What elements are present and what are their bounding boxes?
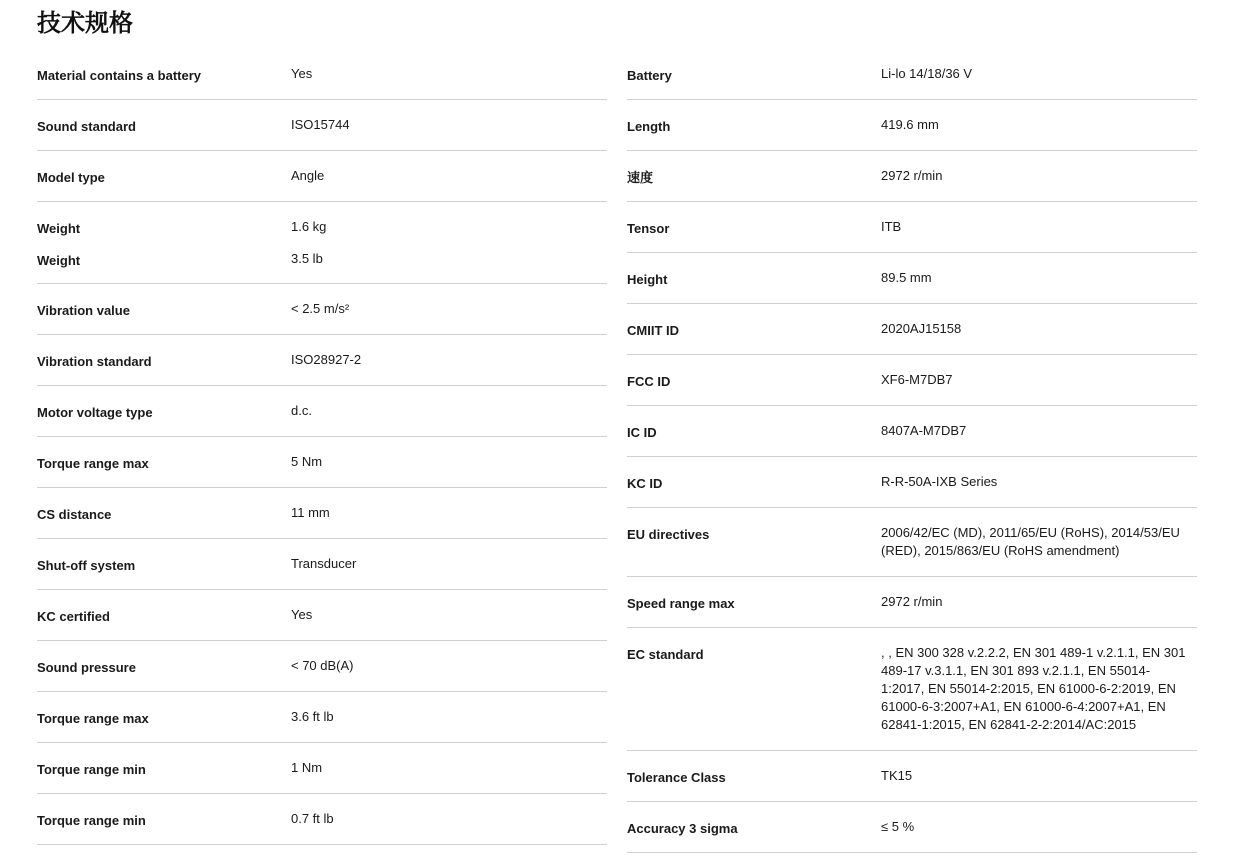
spec-value: Transducer bbox=[291, 556, 357, 571]
spec-row bbox=[627, 508, 1197, 577]
spec-value: < 2.5 m/s² bbox=[291, 301, 350, 316]
spec-row bbox=[37, 335, 607, 386]
spec-row bbox=[37, 794, 607, 845]
spec-label: Torque range max bbox=[37, 456, 149, 471]
spec-label: Sound standard bbox=[37, 119, 136, 134]
spec-label: Material contains a battery bbox=[37, 68, 201, 83]
spec-value: 89.5 mm bbox=[881, 270, 932, 285]
spec-label: Sound pressure bbox=[37, 660, 136, 675]
spec-label: Torque range max bbox=[37, 711, 149, 726]
spec-value: Yes bbox=[291, 607, 313, 622]
spec-value: d.c. bbox=[291, 403, 312, 418]
spec-value: ITB bbox=[881, 219, 902, 234]
spec-value: < 70 dB(A) bbox=[291, 658, 354, 673]
spec-row bbox=[37, 641, 607, 692]
spec-row bbox=[627, 151, 1197, 202]
spec-row bbox=[37, 100, 607, 151]
spec-value: 5 Nm bbox=[291, 454, 323, 469]
spec-row bbox=[627, 253, 1197, 304]
spec-value: , , EN 300 328 v.2.2.2, EN 301 489-1 v.2.1.1, EN 301 489-17 v.3.1.1, EN 301 893 v.2.1.1, EN 55014-1:2017, EN 55014-2:2015, EN 61000-6-2:2019, EN 61000-6-3:2007+A1, EN 61000-6-4:2007+A1, EN 62841-1:2015, EN 62841-2-2:2014/AC:2015 bbox=[881, 645, 1186, 732]
spec-value: 0.7 ft lb bbox=[291, 811, 334, 826]
spec-label: IC ID bbox=[627, 425, 657, 440]
spec-row bbox=[37, 202, 607, 242]
spec-label: FCC ID bbox=[627, 374, 671, 389]
spec-row bbox=[37, 386, 607, 437]
spec-label: KC ID bbox=[627, 476, 663, 491]
spec-value: TK15 bbox=[881, 768, 913, 783]
spec-row bbox=[627, 355, 1197, 406]
spec-value: 3.6 ft lb bbox=[291, 709, 334, 724]
spec-row bbox=[627, 49, 1197, 100]
spec-row bbox=[37, 743, 607, 794]
spec-label: Accuracy 3 sigma bbox=[627, 821, 738, 836]
spec-value: 2006/42/EC (MD), 2011/65/EU (RoHS), 2014/53/EU (RED), 2015/863/EU (RoHS amendment) bbox=[881, 525, 1180, 558]
spec-label: Weight bbox=[37, 221, 81, 236]
spec-value: ≤ 5 % bbox=[881, 819, 915, 834]
spec-label: Vibration value bbox=[37, 303, 130, 318]
spec-value: 2020AJ15158 bbox=[881, 321, 962, 336]
spec-label: Speed range max bbox=[627, 596, 735, 611]
spec-row bbox=[37, 284, 607, 335]
spec-row bbox=[37, 539, 607, 590]
spec-row bbox=[627, 751, 1197, 802]
spec-row bbox=[627, 628, 1197, 751]
spec-value: R-R-50A-IXB Series bbox=[881, 474, 998, 489]
spec-row bbox=[37, 590, 607, 641]
spec-label: Tolerance Class bbox=[627, 770, 726, 785]
spec-value: ISO15744 bbox=[291, 117, 350, 132]
spec-value: 11 mm bbox=[291, 505, 330, 520]
spec-label: Motor voltage type bbox=[37, 405, 153, 420]
spec-label: KC certified bbox=[37, 609, 110, 624]
spec-label: Tensor bbox=[627, 221, 670, 236]
spec-label: Height bbox=[627, 272, 668, 287]
spec-row bbox=[37, 488, 607, 539]
page-title: 技术规格 bbox=[37, 9, 133, 37]
spec-value: 2972 r/min bbox=[881, 594, 943, 609]
spec-row bbox=[627, 802, 1197, 853]
spec-value: 8407A-M7DB7 bbox=[881, 423, 967, 438]
spec-row bbox=[627, 457, 1197, 508]
spec-row bbox=[37, 242, 607, 284]
spec-value: XF6-M7DB7 bbox=[881, 372, 953, 387]
spec-label: Torque range min bbox=[37, 813, 146, 828]
spec-value: 1.6 kg bbox=[291, 219, 327, 234]
spec-label: Torque range min bbox=[37, 762, 146, 777]
spec-label: Battery bbox=[627, 68, 672, 83]
spec-label: Shut-off system bbox=[37, 558, 136, 573]
spec-row bbox=[627, 100, 1197, 151]
spec-value: Yes bbox=[291, 66, 313, 81]
spec-label: Model type bbox=[37, 170, 105, 185]
spec-row bbox=[37, 692, 607, 743]
spec-value: 3.5 lb bbox=[291, 251, 323, 266]
spec-label: EC standard bbox=[627, 647, 704, 662]
spec-row bbox=[627, 202, 1197, 253]
spec-row bbox=[37, 151, 607, 202]
spec-value: 1 Nm bbox=[291, 760, 323, 775]
spec-row bbox=[37, 437, 607, 488]
spec-label: 速度 bbox=[627, 170, 654, 185]
spec-label: CS distance bbox=[37, 507, 112, 522]
spec-row bbox=[627, 577, 1197, 628]
spec-label: Vibration standard bbox=[37, 354, 152, 369]
spec-label: Weight bbox=[37, 253, 81, 268]
spec-table-right bbox=[627, 49, 1197, 853]
spec-row bbox=[627, 304, 1197, 355]
spec-value: Angle bbox=[291, 168, 325, 183]
spec-row bbox=[37, 49, 607, 100]
spec-label: EU directives bbox=[627, 527, 710, 542]
spec-value: 2972 r/min bbox=[881, 168, 943, 183]
spec-label: CMIIT ID bbox=[627, 323, 679, 338]
spec-row bbox=[627, 406, 1197, 457]
spec-table-left bbox=[37, 49, 607, 845]
spec-value: ISO28927-2 bbox=[291, 352, 362, 367]
spec-value: 419.6 mm bbox=[881, 117, 939, 132]
spec-value: Li-lo 14/18/36 V bbox=[881, 66, 973, 81]
spec-label: Length bbox=[627, 119, 671, 134]
